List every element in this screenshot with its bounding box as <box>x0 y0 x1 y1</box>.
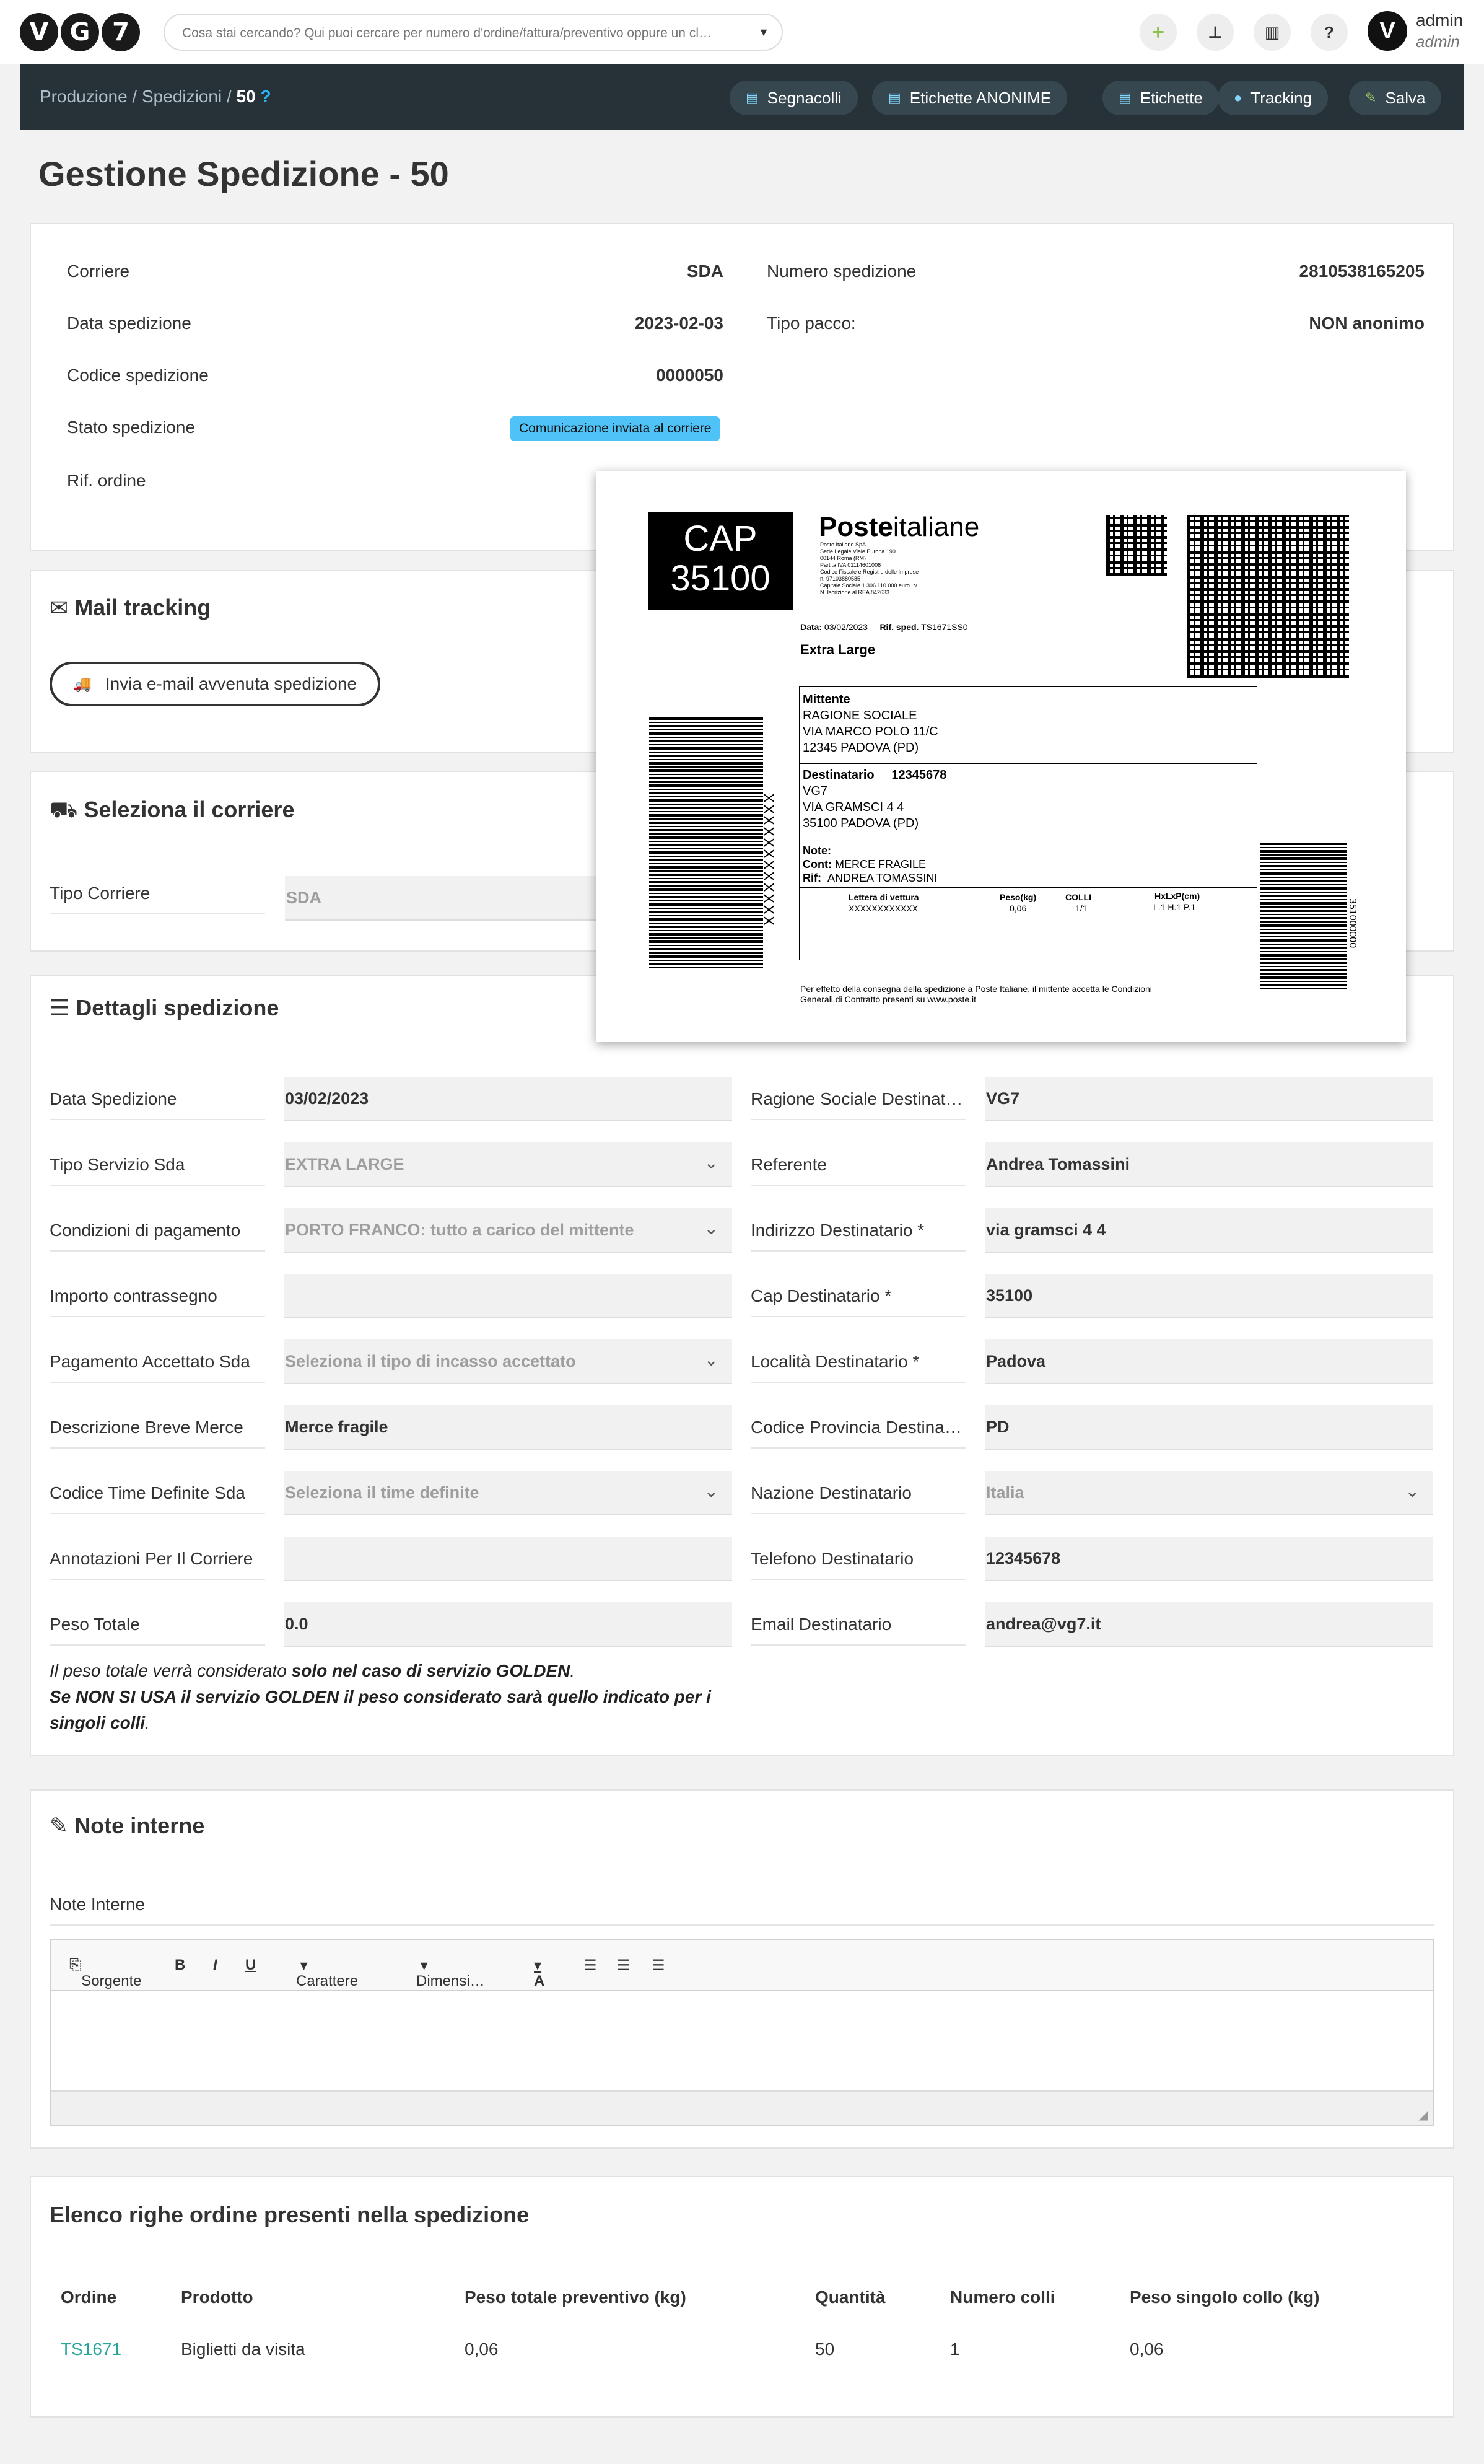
side-code: 351000000 <box>1347 898 1358 949</box>
lettera-vettura-value: XXXXXXXXXXXX <box>849 903 919 913</box>
recipient-block: Destinatario 12345678 VG7 VIA GRAMSCI 4 4 35100 PADOVA (PD) <box>803 768 947 830</box>
text-color-button[interactable]: A ▾ <box>534 1957 545 1989</box>
label-line: Generali di Contratto presenti su www.poste.it <box>800 994 977 1004</box>
codice-spedizione-label: Codice spedizione <box>67 366 209 385</box>
breadcrumb-section[interactable]: Produzione <box>40 87 128 106</box>
user-menu[interactable] <box>1416 10 1463 52</box>
note-interne-label: Note Interne <box>50 1882 1434 1926</box>
field-label: Codice Time Definite Sda <box>50 1471 265 1514</box>
size-select[interactable]: Dimensi… ▾ <box>416 1957 485 1989</box>
chevron-down-icon[interactable]: ⌄ <box>704 1481 718 1501</box>
label-line: Capitale Sociale 1.306.110.000 euro i.v. <box>820 582 919 589</box>
column-header: Numero colli <box>950 2287 1055 2307</box>
rif-ordine-label: Rif. ordine <box>67 471 146 490</box>
field-label: Email Destinatario <box>751 1602 966 1646</box>
small-qr-code <box>1106 515 1167 576</box>
editor-content-area[interactable] <box>51 1991 1433 2092</box>
field-label: Descrizione Breve Merce <box>50 1405 265 1449</box>
address-divider <box>799 763 1257 764</box>
field-input[interactable]: Merce fragile <box>284 1405 732 1450</box>
field-input[interactable]: EXTRA LARGE ⌄ <box>284 1142 732 1187</box>
data-spedizione-label: Data spedizione <box>67 313 191 333</box>
peso-value: 0,06 <box>1010 903 1027 913</box>
label-line: RAGIONE SOCIALE <box>803 709 917 722</box>
field-label: Condizioni di pagamento <box>50 1208 265 1252</box>
page-title: Gestione Spedizione - 50 <box>38 154 449 193</box>
stato-spedizione-label: Stato spedizione <box>67 418 196 437</box>
corriere-label: Corriere <box>67 261 130 281</box>
dim-value: L.1 H.1 P.1 <box>1153 902 1196 912</box>
select-carrier-title: ⛟ Seleziona il corriere <box>50 797 295 822</box>
lettera-vettura: Lettera di vettura <box>849 892 919 902</box>
label-line: n. 97103880585 <box>820 576 861 582</box>
field-label: Importo contrassegno <box>50 1274 265 1317</box>
editor-resize-bar[interactable] <box>51 2090 1433 2125</box>
field-label: Referente <box>751 1142 966 1186</box>
column-header: Ordine <box>61 2287 117 2307</box>
field-label: Tipo Servizio Sda <box>50 1142 265 1186</box>
details-divider <box>799 887 1257 888</box>
label-line: VIA GRAMSCI 4 4 <box>803 800 904 814</box>
plus-icon[interactable]: + <box>1140 14 1177 51</box>
barcode-icon: ▤ <box>888 90 901 105</box>
table-cell: 50 <box>815 2339 835 2359</box>
send-email-button[interactable]: 🚚 Invia e-mail avvenuta spedizione <box>50 662 380 706</box>
field-input[interactable]: Seleziona il tipo di incasso accettato ⌄ <box>284 1339 732 1384</box>
field-input[interactable]: Italia ⌄ <box>985 1471 1433 1515</box>
field-label: Indirizzo Destinatario * <box>751 1208 966 1252</box>
label-footer <box>800 984 1152 1005</box>
top-bar <box>0 0 1484 64</box>
mail-tracking-title: ✉ Mail tracking <box>50 595 211 620</box>
table-cell: 0,06 <box>1130 2339 1164 2359</box>
codice-spedizione-value: 0000050 <box>655 366 723 385</box>
tipo-pacco-value: NON anonimo <box>1309 313 1425 333</box>
shipping-label-preview[interactable] <box>596 471 1406 1042</box>
field-input[interactable]: 12345678 <box>985 1537 1433 1581</box>
field-input[interactable]: VG7 <box>985 1077 1433 1121</box>
numero-spedizione-label: Numero spedizione <box>767 261 917 281</box>
segnacolli-button[interactable]: ▤ Segnacolli <box>730 81 858 115</box>
save-button[interactable]: ✎ Salva <box>1349 81 1441 115</box>
internal-notes-title: ✎ Note interne <box>50 1813 205 1838</box>
chevron-down-icon[interactable]: ⌄ <box>704 1350 718 1369</box>
vertical-code: XXXXXXXXXXXX <box>760 793 777 927</box>
status-badge: Comunicazione inviata al corriere <box>510 416 720 441</box>
label-line: Partita IVA 01114601006 <box>820 562 881 568</box>
cap-box: CAP 35100 <box>648 512 793 610</box>
global-search-input[interactable] <box>164 14 783 51</box>
label-line: Codice Fiscale e Registro delle Imprese <box>820 569 919 575</box>
label-date: Data: 03/02/2023 Rif. sped. TS1671SS0 <box>800 622 968 632</box>
italic-button[interactable]: I <box>213 1957 217 1973</box>
column-header: Peso totale preventivo (kg) <box>465 2287 686 2307</box>
barcode-icon: ▤ <box>746 90 759 105</box>
field-input[interactable]: Padova <box>985 1339 1433 1384</box>
colli-value: 1/1 <box>1075 903 1088 913</box>
field-label: Codice Provincia Destina… <box>751 1405 966 1449</box>
font-select[interactable]: Carattere ▾ <box>296 1957 359 1989</box>
field-label: Ragione Sociale Destinat… <box>751 1077 966 1120</box>
field-input[interactable]: Seleziona il time definite ⌄ <box>284 1471 732 1515</box>
list-icon: ☰ <box>50 995 70 1020</box>
field-input[interactable]: PORTO FRANCO: tutto a carico del mittente ⌄ <box>284 1208 732 1253</box>
user-name: admin <box>1416 11 1464 30</box>
field-label: Località Destinatario * <box>751 1339 966 1383</box>
field-label: Annotazioni Per Il Corriere <box>50 1537 265 1580</box>
label-line: 00144 Roma (RM) <box>820 555 866 561</box>
bold-button[interactable]: B <box>175 1957 186 1973</box>
field-label: Peso Totale <box>50 1602 265 1646</box>
field-label: Cap Destinatario * <box>751 1274 966 1317</box>
avatar[interactable]: V <box>1368 11 1407 51</box>
poste-italiane-logo: Posteitaliane <box>819 512 980 542</box>
column-header: Prodotto <box>181 2287 253 2307</box>
notes-block: Note: Cont: MERCE FRAGILE Rif: ANDREA TOMASSINI <box>803 844 938 884</box>
tipo-corriere-select[interactable]: SDA <box>285 876 780 921</box>
column-header: Peso singolo collo (kg) <box>1130 2287 1320 2307</box>
field-input[interactable]: via gramsci 4 4 <box>985 1208 1433 1253</box>
numero-spedizione-value: 2810538165205 <box>1299 261 1425 281</box>
order-link[interactable]: TS1671 <box>61 2339 122 2359</box>
pencil-icon: ✎ <box>1365 90 1377 105</box>
chevron-down-icon[interactable]: ⌄ <box>704 1219 718 1238</box>
align-center-icon[interactable]: ☰ <box>617 1957 631 1974</box>
label-service: Extra Large <box>800 642 876 657</box>
chevron-down-icon[interactable]: ⌄ <box>704 1153 718 1172</box>
edit-icon: ✎ <box>50 1813 69 1838</box>
align-left-icon[interactable]: ☰ <box>583 1957 597 1974</box>
label-line: Poste Italiane SpA <box>820 541 866 548</box>
order-lines-title: Elenco righe ordine presenti nella spedizione <box>50 2202 530 2227</box>
large-qr-code <box>1187 515 1349 678</box>
chevron-down-icon[interactable]: ▼ <box>758 26 769 38</box>
shipment-details-title: ☰ Dettagli spedizione <box>50 995 279 1020</box>
field-input[interactable]: andrea@vg7.it <box>985 1602 1433 1647</box>
label-line: VG7 <box>803 784 828 798</box>
weight-note: Il peso totale verrà considerato solo nel caso di servizio GOLDEN. Se NON SI USA il servizio GOLDEN il peso considerato sarà quello indicato per i singoli colli. <box>50 1661 711 1732</box>
field-input[interactable]: 03/02/2023 <box>284 1077 732 1121</box>
field-label: Data Spedizione <box>50 1077 265 1120</box>
resize-handle-icon[interactable]: ◢ <box>1418 2108 1428 2122</box>
field-input[interactable]: 35100 <box>985 1274 1433 1318</box>
field-input[interactable] <box>284 1274 732 1318</box>
search-placeholder: Cosa stai cercando? Qui puoi cercare per numero d'ordine/fattura/preventivo oppure un cl… <box>182 26 712 40</box>
label-line: Sede Legale Viale Europa 190 <box>820 548 896 555</box>
breadcrumb-current: 50 <box>236 87 256 106</box>
tracking-button[interactable]: ● Tracking <box>1218 81 1328 115</box>
action-bar <box>20 64 1464 130</box>
editor-toolbar <box>51 1940 1433 1991</box>
right-barcode <box>1260 843 1347 991</box>
column-header: Quantità <box>815 2287 886 2307</box>
barcode-icon[interactable]: ▥ <box>1254 14 1291 51</box>
label-line: 12345 PADOVA (PD) <box>803 741 919 755</box>
user-role: admin <box>1416 32 1460 51</box>
label-line: Per effetto della consegna della spedizione a Poste Italiane, il mittente accetta le Condizioni <box>800 984 1152 994</box>
breadcrumb: Produzione / Spedizioni / 50 ? <box>40 87 271 106</box>
breadcrumb-sub[interactable]: Spedizioni <box>142 87 222 106</box>
tipo-pacco-label: Tipo pacco: <box>767 313 856 333</box>
help-icon[interactable]: ? <box>1311 14 1348 51</box>
rich-text-editor <box>50 1939 1434 2126</box>
data-spedizione-value: 2023-02-03 <box>634 313 723 333</box>
sender-block: Mittente RAGIONE SOCIALE VIA MARCO POLO 11/C 12345 PADOVA (PD) <box>803 693 938 755</box>
help-icon[interactable]: ? <box>260 87 271 106</box>
peso-label: Peso(kg) <box>1000 892 1037 902</box>
table-cell: 0,06 <box>465 2339 499 2359</box>
truck-icon: ⛟ <box>50 797 78 822</box>
etichette-button[interactable]: ▤ Etichette <box>1102 81 1219 115</box>
underline-button[interactable]: U <box>245 1957 256 1973</box>
table-cell: 1 <box>950 2339 960 2359</box>
app-logo[interactable]: V G 7 <box>20 11 144 53</box>
field-input[interactable]: Andrea Tomassini <box>985 1142 1433 1187</box>
envelope-icon: ✉ <box>50 595 69 620</box>
field-input[interactable] <box>284 1537 732 1581</box>
table-cell: Biglietti da visita <box>181 2339 305 2359</box>
colli-label: COLLI <box>1065 892 1091 902</box>
label-line: N. Iscrizione al REA 842633 <box>820 589 890 595</box>
label-line: 35100 PADOVA (PD) <box>803 817 919 830</box>
field-input[interactable]: PD <box>985 1405 1433 1450</box>
source-button[interactable]: ⎘ Sorgente <box>69 1957 142 1989</box>
field-input[interactable]: 0.0 <box>284 1602 732 1647</box>
etichette-anonime-button[interactable]: ▤ Etichette ANONIME <box>872 81 1067 115</box>
dim-label: HxLxP(cm) <box>1154 891 1200 901</box>
field-label: Telefono Destinatario <box>751 1537 966 1580</box>
tipo-corriere-label: Tipo Corriere <box>50 871 265 914</box>
truck-icon: 🚚 <box>73 675 92 693</box>
barcode-icon: ▤ <box>1119 90 1132 105</box>
chevron-down-icon[interactable]: ⌄ <box>1405 1481 1420 1501</box>
align-right-icon[interactable]: ☰ <box>652 1957 665 1974</box>
field-label: Pagamento Accettato Sda <box>50 1339 265 1383</box>
field-label: Nazione Destinatario <box>751 1471 966 1514</box>
corriere-value: SDA <box>686 261 723 281</box>
label-line: VIA MARCO POLO 11/C <box>803 725 938 739</box>
map-marker-icon: ● <box>1234 90 1242 105</box>
left-barcode <box>649 717 763 970</box>
company-info <box>820 541 919 596</box>
stamp-icon[interactable]: ⊥ <box>1197 14 1234 51</box>
